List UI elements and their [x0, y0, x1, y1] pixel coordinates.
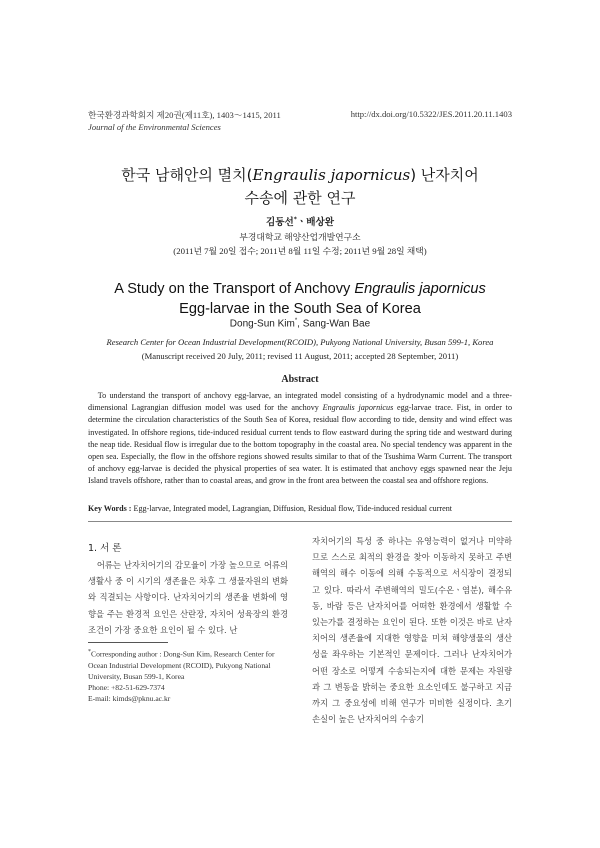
- english-authors: [0, 318, 600, 329]
- author-name: Dong-Sun Kim: [229, 318, 295, 330]
- footnote: [88, 647, 288, 705]
- footnote-email[interactable]: E-mail: kimds@pknu.ac.kr: [88, 694, 171, 704]
- korean-affiliation: 부경대학교 해양산업개발연구소: [239, 232, 361, 242]
- footnote-marker: *: [88, 649, 91, 655]
- journal-name: Journal of the Environmental Sciences: [88, 122, 221, 132]
- doi-link[interactable]: http://dx.doi.org/10.5322/JES.2011.20.11.1403: [350, 109, 512, 119]
- english-title-part: A Study on the Transport of Anchovy: [114, 281, 355, 297]
- author-name: , Sang-Wan Bae: [297, 318, 371, 330]
- english-title-species: Engraulis japornicus: [354, 281, 486, 297]
- korean-title-species: Engraulis japornicus: [252, 166, 411, 184]
- citation-text: 한국환경과학회지 제20권(제11호), 1403～1415, 2011: [88, 110, 281, 120]
- author-name: ㆍ배상완: [296, 217, 335, 228]
- running-header-citation: [88, 109, 281, 133]
- english-affiliation-block: [0, 335, 600, 363]
- body-text-left: 어류는 난자치어기의 감모율이 가장 높으므로 어류의 생활사 중 이 시기의 생존율은 차후 그 생물자원의 변화와 직결되는 사항이다. 난자치어기의 생존율 변화에 영향을 주는 환경적 요인은 산란장, 자치어 성육장의 환경조건이 가장 중요한 요인이 될 수 있다. 난: [88, 560, 288, 635]
- author-name: 김동선: [265, 217, 294, 228]
- keywords-text: Egg-larvae, Integrated model, Lagrangian, Diffusion, Residual flow, Tide-induced residual current: [133, 504, 452, 513]
- abstract-part: To understand the transport of anchovy egg-larvae, an integrated model consisting of a hydrodynamic model and a three-dimensional Lagrangian diffusion model was used for the anchovy: [88, 391, 512, 413]
- footnote-author: Corresponding author : Dong-Sun Kim, Research Center for Ocean Industrial Development (RCOID), Pukyong National University, Busan 599-1, Korea: [88, 649, 275, 681]
- korean-title-part: 한국 남해안의 멸치(: [121, 166, 253, 184]
- korean-affiliation-block: [0, 230, 600, 258]
- korean-title: [0, 164, 600, 210]
- korean-title-line2: 수송에 관한 연구: [244, 189, 356, 207]
- english-affiliation: Research Center for Ocean Industrial Development(RCOID), Pukyong National University, Busan 599-1, Korea: [106, 337, 494, 347]
- body-column-left: [88, 557, 288, 638]
- author-marker: *: [293, 215, 297, 223]
- divider: [88, 521, 512, 522]
- english-title: [0, 279, 600, 319]
- keywords-label: Key Words :: [88, 504, 134, 513]
- footnote-phone: Phone: +82-51-629-7374: [88, 683, 165, 693]
- korean-dates: (2011년 7월 20일 접수; 2011년 8월 11일 수정; 2011년 9월 28일 채택): [173, 246, 427, 256]
- keywords: [88, 504, 512, 513]
- english-title-line2: Egg-larvae in the South Sea of Korea: [179, 301, 421, 317]
- english-dates: (Manuscript received 20 July, 2011; revised 11 August, 2011; accepted 28 September, 2011): [141, 351, 459, 361]
- body-column-right: 자치어기의 특성 중 하나는 유영능력이 없거나 미약하므로 스스로 최적의 환경을 찾아 이동하지 못하고 주변해역의 해수 이동에 의해 수동적으로 서식장이 결정되고 있다. 따라서 주변해역의 밀도(수온ㆍ염분), 해수유동, 바람 등은 난자치어를 어떠한 환경에서 생활할 수 있는가를 결정하는 요인이 된다. 또한 이것은 바로 난자치어의 생존율에 지대한 영향을 미쳐 해양생물의 생산성을 좌우하는 기본적인 문제이다. 그러나 난자치어가 어떤 장소로 어떻게 수송되는지에 대한 문제는 자원량과 그 변동을 밝히는 중요한 요소인데도 불구하고 지금까지 그 중요성에 비해 연구가 미비한 실정이다. 초기 손실이 높은 난자치어의 수송기: [312, 536, 512, 725]
- footnote-divider: [88, 642, 168, 643]
- abstract-text: [88, 390, 512, 488]
- abstract-part: egg-larvae trace. Fist, in order to determine the circulation characteristics of the South Sea of Korea, residual flow according to tide, density and wind effect was investigated. In offshore regions, tide-induced residual current tends to flow eastward during the spring tide and westward during the neap tide. Residual flow is irregular due to the bottom topography in the coastal area. No special tendency was apparent in the open sea. Especially, the flow in the offshore regions showed results similar to that of the Tsushima Warm Current. The transport of anchovy egg-larvae is decided the physical properties of sea water. It is estimated that anchovy eggs spawned near the Jeju Island travels offshore, rather than to coastal areas, and grow in the front area between the coastal sea and offshore regions.: [88, 403, 513, 486]
- korean-title-part: ) 난자치어: [410, 166, 479, 184]
- korean-authors: [0, 214, 600, 228]
- section-heading: 1. 서 론: [88, 543, 122, 554]
- author-marker: *: [294, 318, 298, 324]
- abstract-heading: Abstract: [281, 374, 319, 385]
- abstract-species: Engraulis japornicus: [322, 403, 394, 413]
